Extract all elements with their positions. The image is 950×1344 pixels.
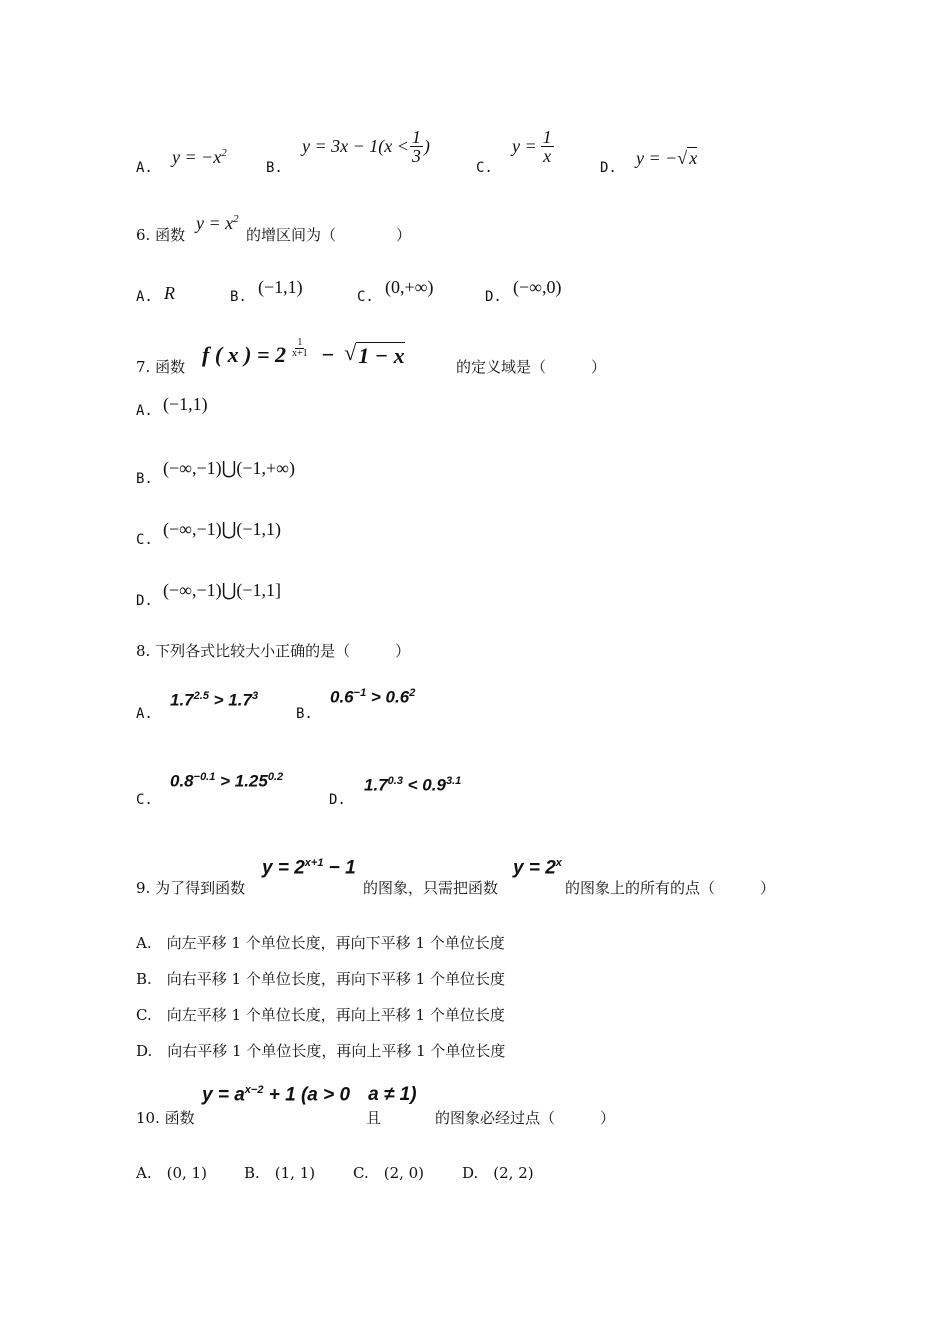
q6-suffix: 的增区间为（ ）	[246, 226, 412, 244]
q8-stem: 8. 下列各式比较大小正确的是（ ）	[136, 642, 411, 660]
q10-qie: 且	[366, 1109, 382, 1127]
q9-option-d: D. 向右平移 1 个单位长度，再向上平移 1 个单位长度	[136, 1042, 506, 1060]
q10-option-c: C. (2, 0)	[353, 1164, 425, 1182]
q7-option-b-label: B.	[136, 471, 153, 487]
q6-option-c-formula: (0,+∞)	[385, 277, 434, 297]
q5-option-d-label: D.	[600, 160, 617, 176]
q9-option-b: B. 向右平移 1 个单位长度，再向下平移 1 个单位长度	[136, 970, 505, 988]
q9-option-c: C. 向左平移 1 个单位长度，再向上平移 1 个单位长度	[136, 1006, 505, 1024]
q5-option-c-label: C.	[476, 160, 493, 176]
q9-formula-2: $y = 2^x$	[513, 857, 562, 879]
q7-formula: f ( x ) = 2 $\frac{1}{x+1}$ − √ 1 − x	[202, 337, 405, 368]
q5-option-b-label: B.	[266, 160, 283, 176]
q8-option-d-formula: $1.7^{0.3} < 0.9^{3.1}$	[364, 775, 462, 795]
q5-option-d-formula: y = −√ x	[636, 148, 698, 168]
q9-mid: 的图象，只需把函数	[363, 879, 499, 897]
q6-option-d-label: D.	[485, 289, 502, 305]
q10-suffix: 的图象必经过点（ ）	[435, 1109, 616, 1127]
q6-option-d-formula: (−∞,0)	[513, 277, 562, 297]
q6-option-b-label: B.	[230, 289, 247, 305]
q6-formula: $y = x^2$	[196, 213, 239, 233]
q7-option-d-formula: (−∞,−1)⋃(−1,1]	[163, 580, 282, 600]
q10-formula: $y = a^{x-2} + 1$ (a > 0 a ≠ 1)	[202, 1084, 417, 1106]
q6-option-b-formula: (−1,1)	[258, 277, 303, 297]
q9-suffix: 的图象上的所有的点（ ）	[565, 879, 776, 897]
q7-option-a-label: A.	[136, 403, 153, 419]
q9-option-a: A. 向左平移 1 个单位长度，再向下平移 1 个单位长度	[136, 934, 505, 952]
q8-option-d-label: D.	[329, 792, 346, 808]
q6-prefix: 6. 函数	[136, 226, 186, 244]
q5-option-a-label: A.	[136, 160, 153, 176]
q10-option-b: B. (1, 1)	[244, 1164, 316, 1182]
q8-option-c-label: C.	[136, 792, 153, 808]
q7-prefix: 7. 函数	[136, 358, 186, 376]
q8-option-b-label: B.	[296, 706, 313, 722]
q7-suffix: 的定义域是（ ）	[456, 358, 607, 376]
q5-option-a-formula: $y = -x^2$	[172, 147, 227, 167]
q8-option-a-formula: $1.7^{2.5} > 1.7^3$	[170, 690, 259, 710]
q5-option-c-formula: y = $\frac{1}{x}$	[512, 127, 552, 166]
q7-option-c-label: C.	[136, 532, 153, 548]
q8-option-b-formula: $0.6^{-1} > 0.6^2$	[330, 687, 416, 707]
q8-option-c-formula: $0.8^{-0.1} > 1.25^{0.2}$	[170, 771, 284, 791]
q10-option-a: A. (0, 1)	[136, 1164, 207, 1182]
q6-option-c-label: C.	[357, 289, 374, 305]
q9-prefix: 9. 为了得到函数	[136, 879, 246, 897]
q6-option-a-label: A.	[136, 289, 153, 305]
q8-option-a-label: A.	[136, 706, 153, 722]
q5-option-b-formula: y = 3x − 1(x < $\frac{1}{3}$ )	[302, 127, 430, 166]
q10-option-d: D. (2, 2)	[462, 1164, 534, 1182]
q7-option-d-label: D.	[136, 593, 153, 609]
q7-option-b-formula: (−∞,−1)⋃(−1,+∞)	[163, 458, 296, 478]
q7-option-a-formula: (−1,1)	[163, 394, 208, 414]
q9-formula-1: $y = 2^{x+1} - 1$	[262, 857, 356, 879]
q6-option-a-formula: R	[164, 283, 175, 303]
q7-option-c-formula: (−∞,−1)⋃(−1,1)	[163, 519, 282, 539]
q10-prefix: 10. 函数	[136, 1109, 195, 1127]
